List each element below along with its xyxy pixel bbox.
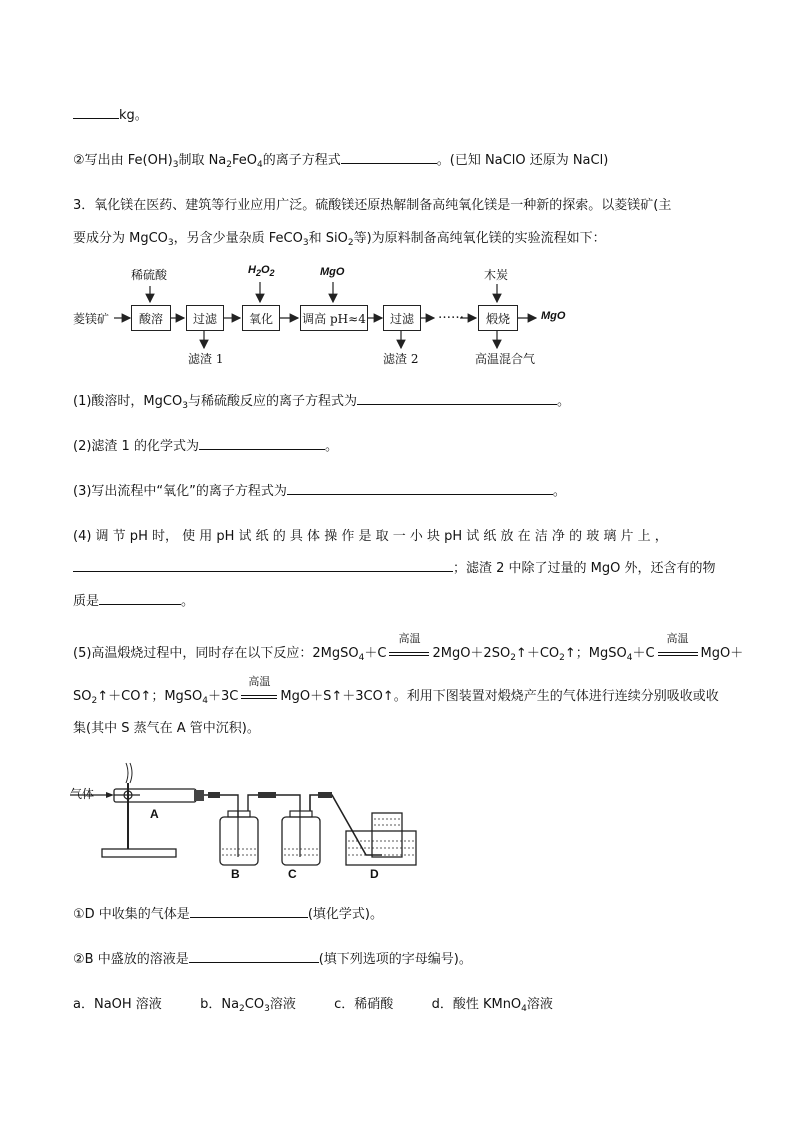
- flow-start-label: 菱镁矿: [73, 312, 110, 326]
- apparatus-label-a: A: [150, 807, 159, 821]
- apparatus-drawing: [70, 755, 430, 880]
- reagent-h2o2: $H_2O_2$: [248, 264, 275, 278]
- question-3-intro-cont: 要成分为 MgCO$_3$，另含少量杂质 FeCO$_3$和 SiO$_2$等)为原料制备高纯氧化镁的实验流程如下：: [73, 231, 606, 248]
- apparatus-diagram: [70, 755, 430, 880]
- flow-box-adjust-ph: 调高 pH≈4: [300, 305, 368, 331]
- answer-blank[interactable]: [99, 590, 181, 605]
- option-a[interactable]: a．NaOH 溶液: [73, 997, 162, 1012]
- condition-high-temp: 高温: [658, 646, 698, 661]
- residue-2-label: 滤渣 2: [383, 352, 419, 366]
- reagent-charcoal: 木炭: [484, 268, 509, 282]
- flow-box-filter-2: 过滤: [383, 305, 421, 331]
- line-answer-kg: kg。: [73, 104, 148, 123]
- flow-end-label: MgO: [541, 310, 566, 322]
- option-d[interactable]: d．酸性 KMnO$_4$溶液: [431, 997, 553, 1014]
- question-4-cont: ；滤渣 2 中除了过量的 MgO 外，还含有的物: [73, 557, 716, 576]
- answer-blank[interactable]: [189, 948, 319, 963]
- question-1: (1)酸溶时，MgCO$_3$与稀硫酸反应的离子方程式为 。: [73, 390, 570, 411]
- option-c[interactable]: c．稀硝酸: [334, 997, 394, 1012]
- question-5-cont: $SO_2↑+CO↑$；MgSO$_4$＋3C 高温 MgO＋S↑＋3CO↑。利用下图装置对煅烧产生的气体进行连续分别吸收或收: [73, 675, 719, 706]
- question-d-gas: ①D 中收集的气体是 (填化学式)。: [73, 903, 383, 922]
- apparatus-label-b: B: [231, 867, 240, 881]
- question-5-end: 集(其中 S 蒸气在 A 管中沉积)。: [73, 721, 260, 736]
- question-4: (4) 调 节 pH 时， 使 用 pH 试 纸 的 具 体 操 作 是 取 一 小 块 pH 试 纸 放 在 洁 净 的 玻 璃 片 上 ，: [73, 529, 668, 544]
- condition-high-temp: 高温: [241, 689, 277, 704]
- apparatus-label-d: D: [370, 867, 379, 881]
- question-3-intro: 3．氧化镁在医药、建筑等行业应用广泛。硫酸镁还原热解制备高纯氧化镁是一种新的探索。以菱镁矿(主: [73, 198, 672, 213]
- apparatus-label-c: C: [288, 867, 297, 881]
- answer-blank[interactable]: [190, 903, 308, 918]
- option-b[interactable]: b．$Na_2CO_3$溶液: [200, 997, 296, 1014]
- condition-high-temp: 高温: [389, 646, 429, 661]
- question-2: (2)滤渣 1 的化学式为 。: [73, 435, 338, 454]
- reagent-mgo: MgO: [320, 266, 345, 278]
- flow-box-acid-dissolve: 酸溶: [131, 305, 171, 331]
- answer-blank[interactable]: [357, 390, 557, 405]
- answer-blank[interactable]: [199, 435, 325, 450]
- flow-box-calcine: 煅烧: [478, 305, 518, 331]
- flow-dots: ……: [438, 307, 464, 322]
- flow-box-oxidize: 氧化: [242, 305, 280, 331]
- question-b-solution: ②B 中盛放的溶液是 (填下列选项的字母编号)。: [73, 948, 472, 967]
- question-3: (3)写出流程中“氧化”的离子方程式为 。: [73, 480, 566, 499]
- answer-blank[interactable]: [287, 480, 553, 495]
- flow-box-filter-1: 过滤: [186, 305, 224, 331]
- residue-1-label: 滤渣 1: [188, 352, 224, 366]
- question-fe-oh3: ②写出由 $Fe(OH)_3$制取 $Na_2FeO_4$的离子方程式 。(已知 NaClO 还原为 NaCl): [73, 149, 608, 170]
- options-row: [73, 993, 553, 1014]
- question-4-end: 质是 。: [73, 590, 194, 609]
- gas-mixture-label: 高温混合气: [475, 352, 536, 366]
- answer-blank[interactable]: [73, 557, 453, 572]
- question-5: (5)高温煅烧过程中，同时存在以下反应：2MgSO$_4$＋C 高温 $2MgO+2SO_2↑+CO_2↑$；MgSO$_4$＋C 高温 MgO＋: [73, 632, 744, 663]
- gas-inlet-label: 气体: [70, 787, 95, 801]
- reagent-dilute-sulfuric-acid: 稀硫酸: [131, 268, 168, 282]
